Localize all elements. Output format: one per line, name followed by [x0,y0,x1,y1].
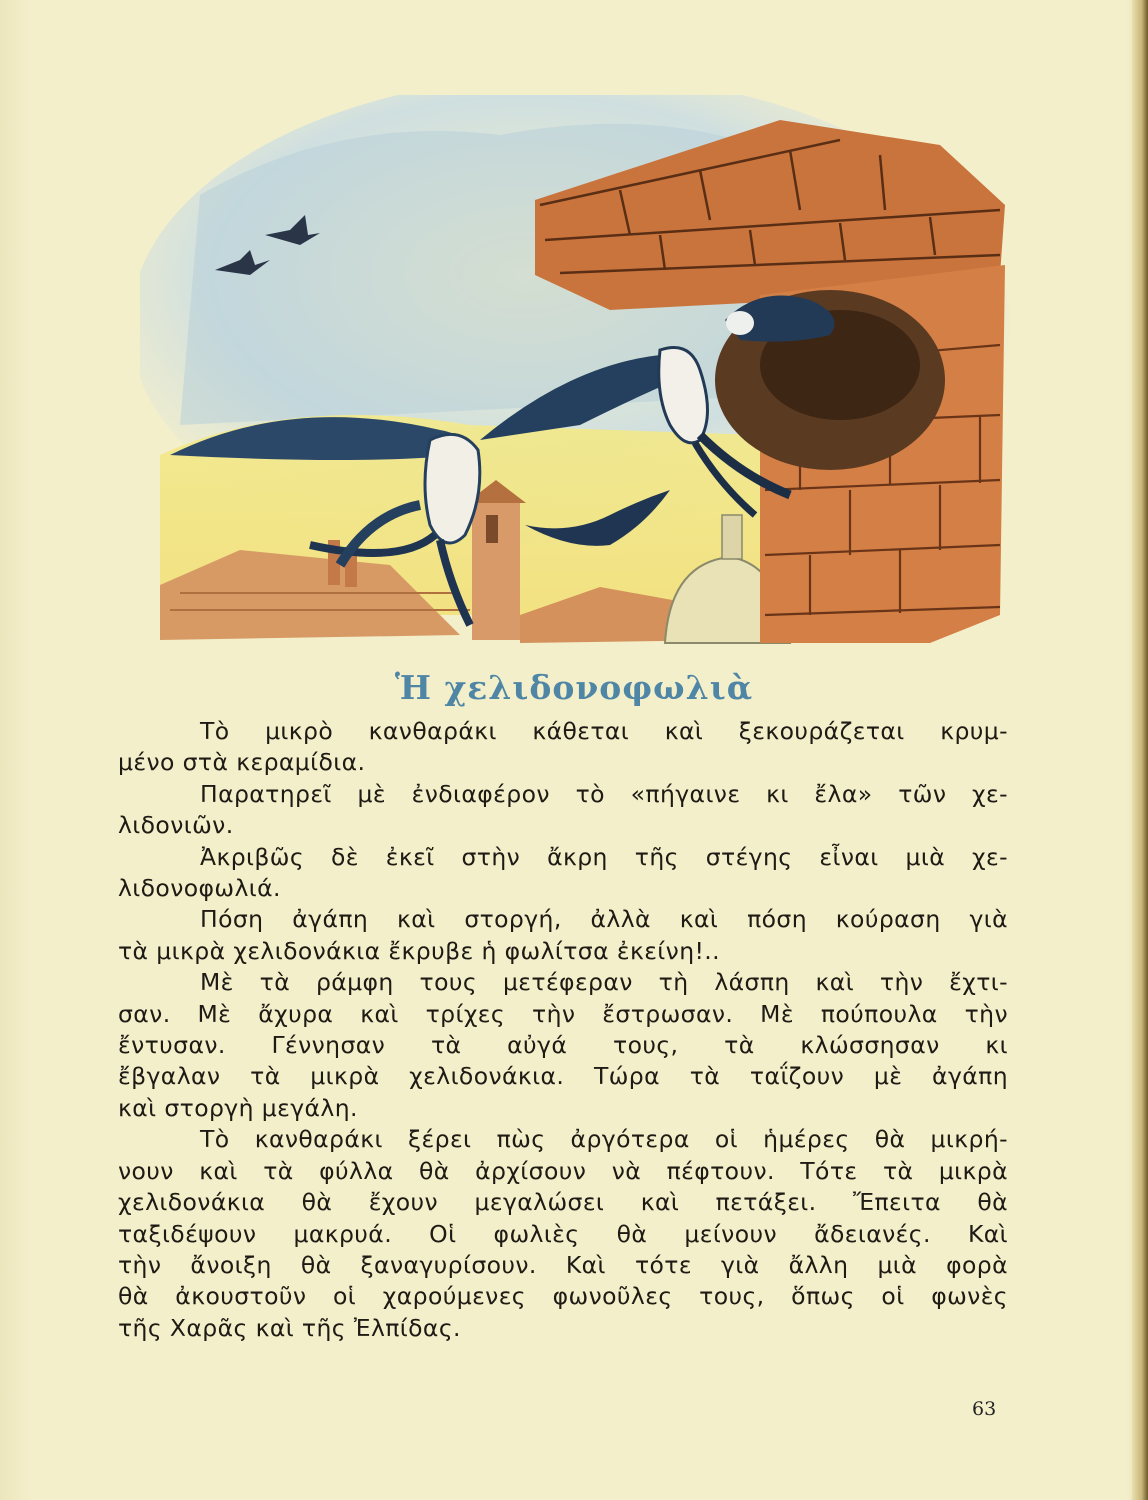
swallows-nest-illustration [140,95,1020,650]
story-text [118,716,1008,1344]
page-title: Ἡ χελιδονοφωλιὰ [394,668,754,707]
text-line: Μὲ τὰ ράμφη τους μετέφεραν τὴ λάσπη καὶ τὴν ἔχτι- [200,968,1008,997]
text-line: σαν. Μὲ ἄχυρα καὶ τρίχες τὴν ἔστρωσαν. Μὲ πούπουλα τὴν [118,999,1008,1028]
text-line: λιδονιῶν. [118,811,234,840]
page-edge [1132,0,1148,1500]
text-line: θὰ ἀκουστοῦν οἱ χαρούμενες φωνοῦλες τους, ὅπως οἱ φωνὲς [118,1282,1008,1311]
text-line: Πόση ἀγάπη καὶ στοργή, ἀλλὰ καὶ πόση κούραση γιὰ [200,905,1008,934]
text-line: ἔντυσαν. Γέννησαν τὰ αὐγά τους, τὰ κλώσσησαν κι [118,1031,1008,1060]
page-number: 63 [972,1398,997,1420]
text-line: ταξιδέψουν μακρυά. Οἱ φωλιὲς θὰ μείνουν ἄδειανές. Καὶ [118,1219,1008,1248]
text-line: τὴν ἄνοιξη θὰ ξαναγυρίσουν. Καὶ τότε γιὰ ἄλλη μιὰ φορὰ [118,1250,1008,1279]
text-line: Ἀκριβῶς δὲ ἐκεῖ στὴν ἄκρη τῆς στέγης εἶναι μιὰ χε- [200,842,1008,871]
text-line: χελιδονάκια θὰ ἔχουν μεγαλώσει καὶ πετάξει. Ἔπειτα θὰ [118,1188,1008,1217]
text-line: ἔβγαλαν τὰ μικρὰ χελιδονάκια. Τώρα τὰ ταΐζουν μὲ ἀγάπη [118,1062,1008,1091]
text-line: τῆς Χαρᾶς καὶ τῆς Ἐλπίδας. [118,1313,461,1342]
text-line: Παρατηρεῖ μὲ ἐνδιαφέρον τὸ «πήγαινε κι ἔλα» τῶν χε- [200,779,1008,808]
text-line: τὰ μικρὰ χελιδονάκια ἔκρυβε ἡ φωλίτσα ἐκείνη!.. [118,936,721,965]
text-line: μένο στὰ κεραμίδια. [118,748,366,777]
text-line: νουν καὶ τὰ φύλλα θὰ ἀρχίσουν νὰ πέφτουν. Τότε τὰ μικρὰ [118,1156,1008,1185]
text-line: καὶ στοργὴ μεγάλη. [118,1093,358,1122]
swallows-illustration-icon [140,95,1020,650]
text-line: Τὸ κανθαράκι ξέρει πὼς ἀργότερα οἱ ἡμέρες θὰ μικρή- [200,1125,1008,1154]
text-line: λιδονοφωλιά. [118,874,281,903]
text-line: Τὸ μικρὸ κανθαράκι κάθεται καὶ ξεκουράζεται κρυμ- [200,717,1008,745]
